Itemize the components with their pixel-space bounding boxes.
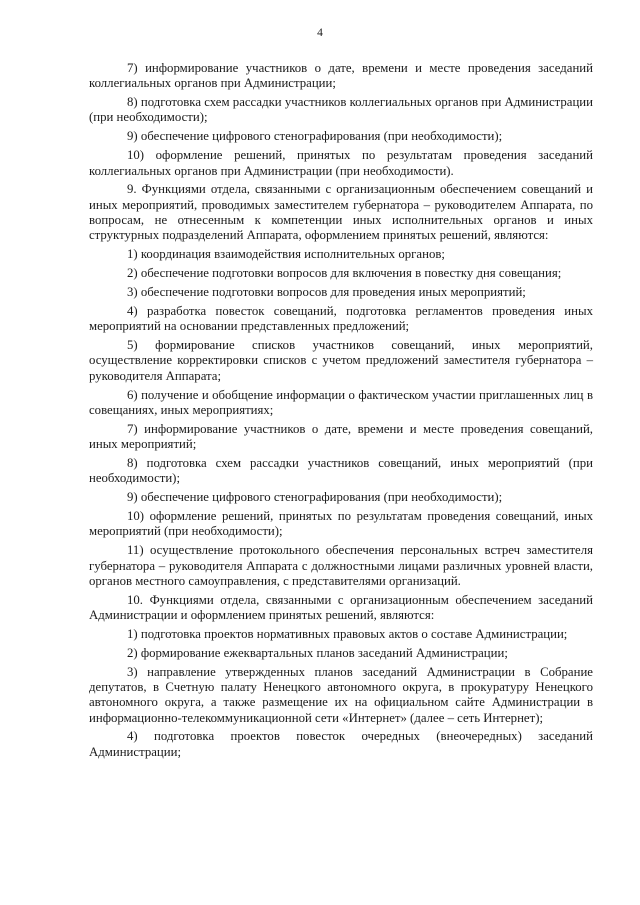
page-number: 4	[317, 27, 323, 39]
paragraph: 9) обеспечение цифрового стенографирования (при необходимости);	[127, 490, 503, 505]
paragraph: 10) оформление решений, принятых по результатам проведения заседаний коллегиальных органов при Администрации (при необходимости).	[89, 148, 593, 178]
paragraph: 8) подготовка схем рассадки участников совещаний, иных мероприятий (при необходимости);	[89, 455, 593, 486]
paragraph: 1) координация взаимодействия исполнительных органов;	[127, 247, 445, 262]
section-heading-paragraph: 10. Функциями отдела, связанными с организационным обеспечением заседаний Администрации и оформлением принятых решений, являются:	[89, 592, 593, 622]
document-body	[89, 61, 593, 764]
section-heading-paragraph: 9. Функциями отдела, связанными с организационным обеспечением совещаний и иных мероприятий, проводимых заместителем губернатора – руководителем Аппарата, по вопросам, не отнесенным к компетенции иных исполнительных органов и иных структурных подразделений Аппарата, оформлением принятых решений, являются:	[89, 182, 593, 243]
paragraph: 6) получение и обобщение информации о фактическом участии приглашенных лиц в совещаниях, иных мероприятиях;	[89, 387, 593, 417]
paragraph: 10) оформление решений, принятых по результатам проведения совещаний, иных мероприятий (при необходимости);	[89, 509, 593, 539]
paragraph: 7) информирование участников о дате, времени и месте проведения совещаний, иных мероприятий;	[89, 421, 593, 452]
paragraph: 11) осуществление протокольного обеспечения персональных встреч заместителя губернатора – руководителя Аппарата с должностными лицами различных уровней власти, органов местного самоуправления, с представителями организаций.	[89, 543, 593, 588]
paragraph: 5) формирование списков участников совещаний, иных мероприятий, осуществление корректировки списков с учетом предложений заместителя губернатора – руководителя Аппарата;	[89, 338, 593, 383]
paragraph: 1) подготовка проектов нормативных правовых актов о составе Администрации;	[127, 626, 568, 641]
paragraph: 4) подготовка проектов повесток очередных (внеочередных) заседаний Администрации;	[89, 729, 593, 759]
paragraph: 3) направление утвержденных планов заседаний Администрации в Собрание депутатов, в Счетную палату Ненецкого автономного округа, в прокуратуру Ненецкого автономного округа, а также размещение их на официальном сайте Администрации в информационно-телекоммуникационной сети «Интернет» (далее – сеть Интернет);	[89, 664, 593, 725]
paragraph: 2) формирование ежеквартальных планов заседаний Администрации;	[127, 645, 508, 660]
paragraph: 3) обеспечение подготовки вопросов для проведения иных мероприятий;	[127, 285, 526, 300]
paragraph: 9) обеспечение цифрового стенографирования (при необходимости);	[127, 129, 503, 144]
paragraph: 7) информирование участников о дате, времени и месте проведения заседаний коллегиальных органов при Администрации;	[89, 61, 593, 91]
paragraph: 8) подготовка схем рассадки участников коллегиальных органов при Администрации (при необходимости);	[89, 95, 593, 125]
paragraph: 4) разработка повесток совещаний, подготовка регламентов проведения иных мероприятий на основании представленных предложений;	[89, 303, 593, 334]
paragraph: 2) обеспечение подготовки вопросов для включения в повестку дня совещания;	[127, 266, 562, 281]
